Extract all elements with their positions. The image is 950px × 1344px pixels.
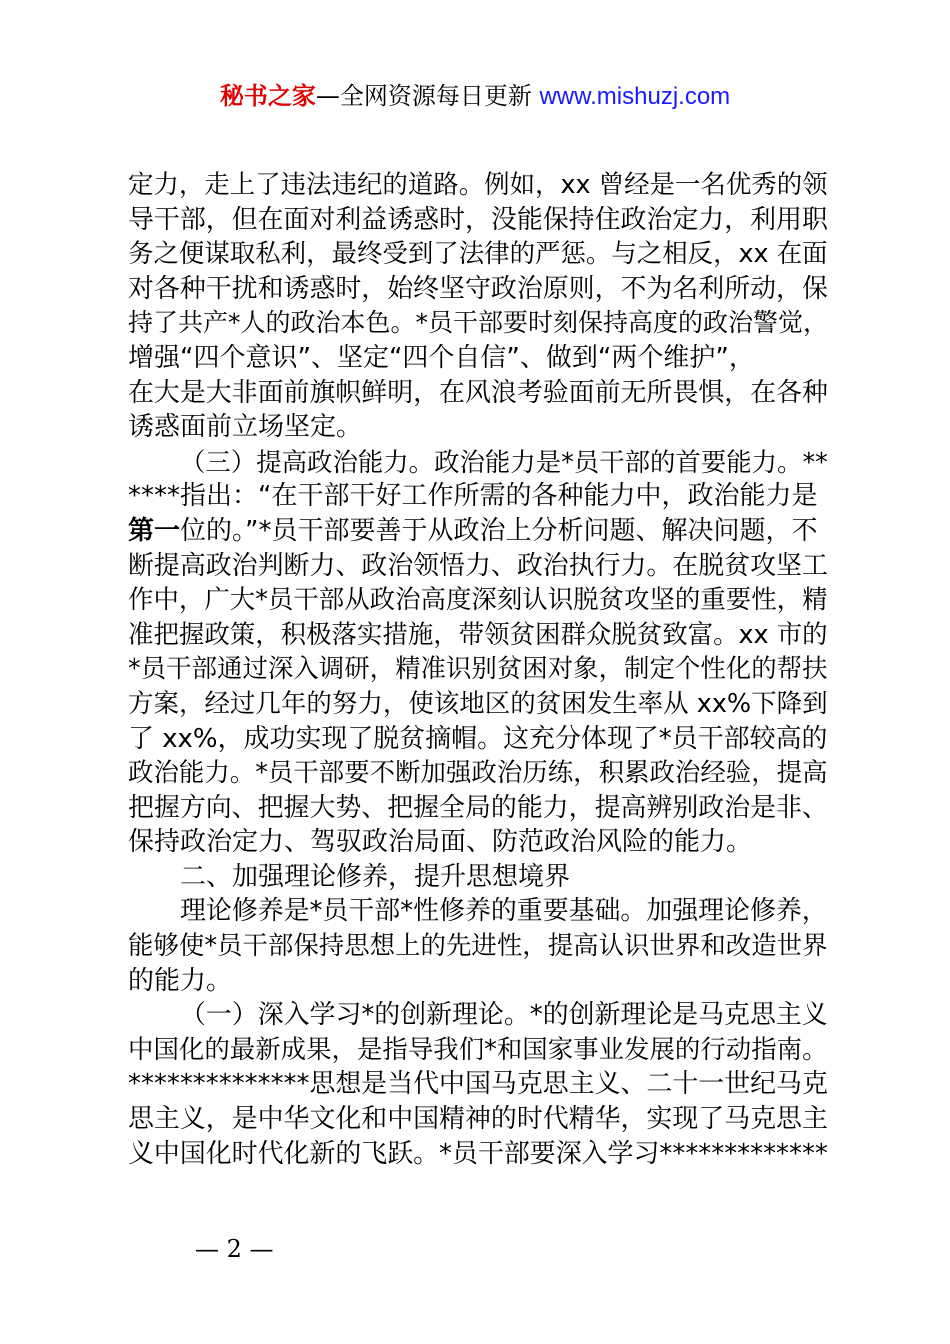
body-line: 务之便谋取私利，最终受到了法律的严惩。与之相反，xx 在面	[128, 239, 828, 270]
site-url-link[interactable]: www.mishuzj.com	[539, 83, 731, 110]
page-number: — 2 —	[195, 1235, 274, 1263]
body-line: 诱惑面前立场坚定。	[128, 412, 363, 443]
site-slogan: —全网资源每日更新	[315, 82, 540, 110]
body-line: 能够使*员干部保持思想上的先进性，提高认识世界和改造世界	[128, 931, 828, 962]
site-brand: 秘书之家	[219, 82, 316, 110]
site-header	[0, 78, 950, 115]
body-line: 在大是大非面前旗帜鲜明，在风浪考验面前无所畏惧，在各种	[128, 377, 828, 408]
body-line: 二、加强理论修养，提升思想境界	[180, 861, 571, 892]
body-line: 义中国化时代化新的飞跃。*员干部要深入学习*************	[128, 1138, 828, 1169]
body-line: ****指出：“在干部干好工作所需的各种能力中，政治能力是	[128, 481, 818, 512]
body-line: 理论修养是*员干部*性修养的重要基础。加强理论修养，	[180, 896, 828, 927]
body-line: 增强“四个意识”、坚定“四个自信”、做到“两个维护”，	[128, 342, 755, 373]
body-line: 了 xx%，成功实现了脱贫摘帽。这充分体现了*员干部较高的	[128, 723, 828, 754]
body-line: 中国化的最新成果，是指导我们*和国家事业发展的行动指南。	[128, 1034, 828, 1065]
document-body	[128, 168, 828, 1171]
body-line: 保持政治定力、驾驭政治局面、防范政治风险的能力。	[128, 827, 753, 858]
body-line: 把握方向、把握大势、把握全局的能力，提高辨别政治是非、	[128, 792, 828, 823]
body-line: **************思想是当代中国马克思主义、二十一世纪马克	[128, 1069, 828, 1100]
body-line: 断提高政治判断力、政治领悟力、政治执行力。在脱贫攻坚工	[128, 550, 828, 581]
body-line: 思主义，是中华文化和中国精神的时代精华，实现了马克思主	[128, 1104, 828, 1135]
line-text: 位的。”*员干部要善于从政治上分析问题、解决问题，不	[180, 515, 818, 546]
body-line: 准把握政策，积极落实措施，带领贫困群众脱贫致富。xx 市的	[128, 619, 828, 650]
body-line: （一）深入学习*的创新理论。*的创新理论是马克思主义	[180, 1000, 828, 1031]
bold-emphasis: 第一	[128, 515, 181, 546]
body-line: 持了共产*人的政治本色。*员干部要时刻保持高度的政治警觉，	[128, 308, 829, 338]
body-line: 定力，走上了违法违纪的道路。例如，xx 曾经是一名优秀的领	[128, 170, 828, 200]
body-line: 对各种干扰和诱惑时，始终坚守政治原则，不为名利所动，保	[128, 273, 828, 304]
body-line: 作中，广大*员干部从政治高度深刻认识脱贫攻坚的重要性，精	[128, 585, 828, 616]
body-line: *员干部通过深入调研，精准识别贫困对象，制定个性化的帮扶	[128, 654, 828, 685]
body-line: 的能力。	[128, 965, 233, 996]
body-line: （三）提高政治能力。政治能力是*员干部的首要能力。**	[180, 446, 828, 477]
body-line: 导干部，但在面对利益诱惑时，没能保持住政治定力，利用职	[128, 204, 828, 235]
body-line	[128, 514, 828, 549]
body-line: 政治能力。*员干部要不断加强政治历练，积累政治经验，提高	[128, 758, 828, 789]
body-line: 方案，经过几年的努力，使该地区的贫困发生率从 xx%下降到	[128, 688, 828, 719]
